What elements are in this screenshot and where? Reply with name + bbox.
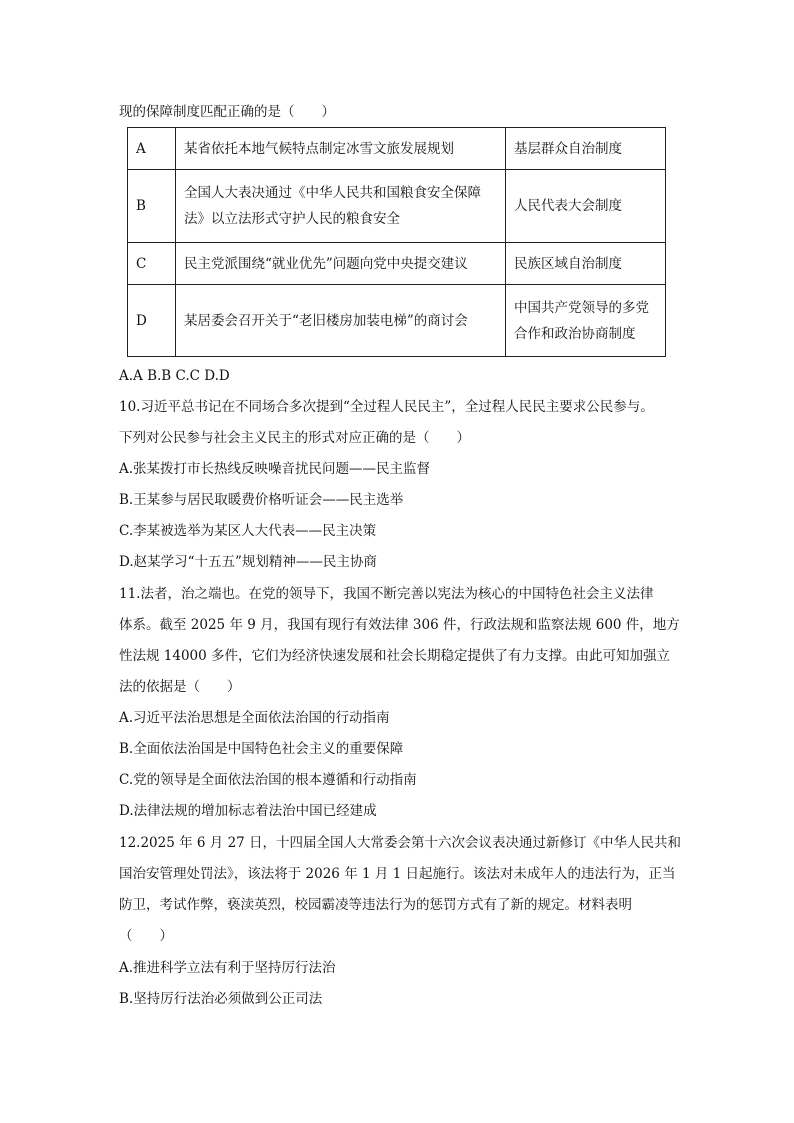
row-event-line: 全国人大表决通过《中华人民共和国粮食安全保障 bbox=[184, 185, 481, 201]
q12-stem: 12.2025 年 6 月 27 日，十四届全国人大常委会第十六次会议表决通过新修订《中华人民共和 bbox=[119, 835, 682, 851]
table-row bbox=[128, 128, 666, 170]
q12-stem: 国治安管理处罚法》，该法将于 2026 年 1 月 1 日起施行。该法对未成年人的违法行为，正当 bbox=[119, 866, 676, 882]
q12-option-b: B.坚持厉行法治必须做到公正司法 bbox=[119, 991, 323, 1007]
q10-option-d: D.赵某学习“十五五”规划精神——民主协商 bbox=[119, 554, 377, 570]
q11-option-a: A.习近平法治思想是全面依法治国的行动指南 bbox=[119, 710, 390, 726]
q11-option-d: D.法律法规的增加标志着法治中国已经建成 bbox=[119, 803, 377, 819]
row-system-line: 中国共产党领导的多党 bbox=[514, 299, 649, 316]
row-letter: D bbox=[128, 285, 176, 357]
row-system: 民族区域自治制度 bbox=[506, 243, 666, 285]
row-event bbox=[176, 170, 506, 243]
q12-option-a: A.推进科学立法有利于坚持厉行法治 bbox=[119, 960, 336, 976]
q11-stem: 11.法者，治之端也。在党的领导下，我国不断完善以宪法为核心的中国特色社会主义法律 bbox=[119, 586, 654, 602]
q11-stem: 性法规 14000 多件，它们为经济快速发展和社会长期稳定提供了有力支撑。由此可知加强立 bbox=[119, 648, 671, 664]
q11-option-c: C.党的领导是全面依法治国的根本遵循和行动指南 bbox=[119, 772, 417, 788]
table-row bbox=[128, 170, 666, 243]
q11-stem: 体系。截至 2025 年 9 月，我国有现行有效法律 306 件，行政法规和监察法规 600 件，地方 bbox=[119, 617, 680, 633]
row-system-line: 合作和政治协商制度 bbox=[514, 325, 636, 342]
row-event: 某省依托本地气候特点制定冰雪文旅发展规划 bbox=[176, 128, 506, 170]
row-system bbox=[506, 285, 666, 357]
row-event-line: 法》以立法形式守护人民的粮食安全 bbox=[184, 211, 400, 227]
q9-answer-choices: A.A B.B C.C D.D bbox=[119, 368, 230, 384]
row-system: 人民代表大会制度 bbox=[506, 170, 666, 243]
row-event: 某居委会召开关于“老旧楼房加装电梯”的商讨会 bbox=[176, 285, 506, 357]
q12-stem: 防卫，考试作弊，亵渎英烈，校园霸凌等违法行为的惩罚方式有了新的规定。材料表明 bbox=[119, 897, 632, 913]
row-letter: B bbox=[128, 170, 176, 243]
q10-option-c: C.李某被选举为某区人大代表——民主决策 bbox=[119, 523, 377, 539]
q11-option-b: B.全面依法治国是中国特色社会主义的重要保障 bbox=[119, 741, 404, 757]
table-row bbox=[128, 285, 666, 357]
q9-stem: 现的保障制度匹配正确的是（ ） bbox=[119, 104, 335, 120]
row-event: 民主党派围绕“就业优先”问题向党中央提交建议 bbox=[176, 243, 506, 285]
table-row bbox=[128, 243, 666, 285]
q10-stem: 下列对公民参与社会主义民主的形式对应正确的是（ ） bbox=[119, 430, 470, 446]
q10-stem: 10.习近平总书记在不同场合多次提到“全过程人民民主”，全过程人民民主要求公民参与。 bbox=[119, 399, 654, 415]
q12-stem: （ ） bbox=[119, 928, 173, 944]
row-letter: A bbox=[128, 128, 176, 170]
q11-stem: 法的依据是（ ） bbox=[119, 679, 241, 695]
q10-option-a: A.张某拨打市长热线反映噪音扰民问题——民主监督 bbox=[119, 461, 431, 477]
q10-option-b: B.王某参与居民取暖费价格听证会——民主选举 bbox=[119, 492, 404, 508]
row-system: 基层群众自治制度 bbox=[506, 128, 666, 170]
q9-options-table bbox=[127, 127, 666, 357]
row-letter: C bbox=[128, 243, 176, 285]
